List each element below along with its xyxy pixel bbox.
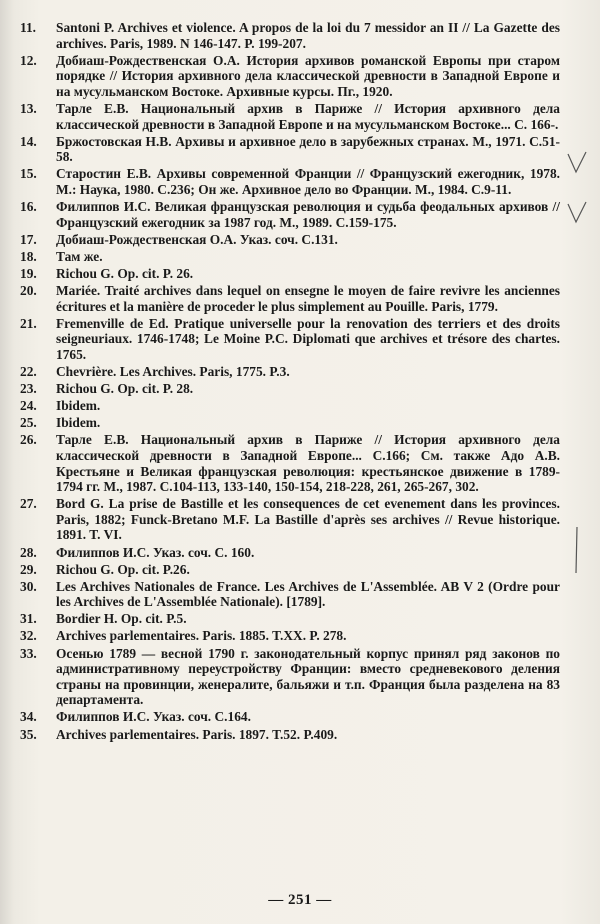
footnote-number: 31. xyxy=(20,611,37,627)
footnote-text: Richou G. Op. cit. P. 28. xyxy=(56,381,194,397)
footnote-number: 35. xyxy=(20,726,37,742)
footnote-text: Там же. xyxy=(56,248,103,264)
footnote-item xyxy=(20,628,560,644)
footnote-number: 23. xyxy=(20,381,37,397)
footnote-number: 18. xyxy=(20,248,37,264)
footnote-number: 29. xyxy=(20,561,37,577)
footnote-number: 33. xyxy=(20,645,37,661)
footnote-number: 15. xyxy=(20,166,37,182)
footnote-number: 14. xyxy=(20,133,37,149)
footnote-number: 24. xyxy=(20,398,37,414)
footnote-text: Филиппов И.С. Указ. соч. С.164. xyxy=(56,709,251,725)
footnote-list xyxy=(20,20,560,744)
footnote-number: 16. xyxy=(20,199,37,215)
footnote-number: 26. xyxy=(20,432,37,448)
footnote-text: Старостин Е.В. Архивы современной Франции // Французский ежегодник, 1978. М.: Наука, 1980. С.236; Он же. Архивное дело во Франции. М., 1984. С.9-11. xyxy=(56,166,560,197)
footnote-item xyxy=(20,266,560,282)
footnote-text: Филиппов И.С. Указ. соч. С. 160. xyxy=(56,544,255,560)
footnote-number: 12. xyxy=(20,52,37,68)
footnote-text: Bord G. La prise de Bastille et les consequences de cet evenement dans les provinces. Paris, 1882; Funck-Bretano M.F. La Bastille d'après ses archives // Revue historique. 1891. T. VI. xyxy=(56,496,560,543)
footnote-item xyxy=(20,283,560,314)
footnote-number: 19. xyxy=(20,265,37,281)
footnote-text: Осенью 1789 — весной 1790 г. законодательный корпус принял ряд законов по административному переустройству Франции: вместо средневекового деления страны на провинции, женералите, бальяжи и т.п. Франция была разделена на 83 департамента. xyxy=(56,645,560,708)
footnote-text: Richou G. Op. cit. P. 26. xyxy=(56,265,194,281)
footnote-item xyxy=(20,166,560,197)
footnote-item xyxy=(20,232,560,248)
footnote-item xyxy=(20,646,560,708)
footnote-number: 22. xyxy=(20,363,37,379)
footnote-item xyxy=(20,579,560,610)
footnote-text: Bordier H. Op. cit. P.5. xyxy=(56,611,187,627)
footnote-text: Mariée. Traité archives dans lequel on ensegne le moyen de faire revivre les anciennes écritures et la manière de proceder le plus simplement au Pouille. Paris, 1779. xyxy=(56,283,560,314)
footnote-text: Бржостовская Н.В. Архивы и архивное дело в зарубежных странах. М., 1971. С.51-58. xyxy=(56,133,560,165)
pencil-check-mark xyxy=(566,150,588,176)
footnote-text: Fremenville de Ed. Pratique universelle pour la renovation des terriers et des droits seigneuriaux. 1746-1748; Le Moine P.C. Diplomati que archives et trésore des chartes. 1765. xyxy=(56,315,560,362)
footnote-number: 20. xyxy=(20,283,37,298)
footnote-number: 25. xyxy=(20,415,37,431)
footnote-item xyxy=(20,316,560,363)
footnote-number: 13. xyxy=(20,100,37,116)
footnote-number: 17. xyxy=(20,231,37,247)
footnote-item xyxy=(20,134,560,165)
footnote-text: Добиаш-Рождественская О.А. Указ. соч. С.131. xyxy=(56,231,338,247)
footnote-item xyxy=(20,53,560,100)
footnote-text: Ibidem. xyxy=(56,398,101,414)
footnote-text: Archives parlementaires. Paris. 1885. T.XX. P. 278. xyxy=(56,628,347,644)
footnote-item xyxy=(20,101,560,132)
footnote-text: Richou G. Op. cit. P.26. xyxy=(56,561,190,577)
footnote-text: Филиппов И.С. Великая французская революция и судьба феодальных архивов // Французский ежегодник за 1987 год. М., 1989. С.159-175. xyxy=(56,199,560,230)
footnote-number: 34. xyxy=(20,709,37,725)
page-number: — 251 — xyxy=(268,892,332,908)
footnote-item xyxy=(20,249,560,265)
footnote-text: Santoni P. Archives et violence. A propos de la loi du 7 messidor an II // La Gazette des archives. Paris, 1989. N 146-147. P. 199-207. xyxy=(56,20,560,51)
footnote-text: Добиаш-Рождественская О.А. История архивов романской Европы при старом порядке // История архивного дела классической древности в Западной Европе и на мусульманском Востоке. Архивные курсы. Пг., 1920. xyxy=(56,52,560,99)
footnote-item xyxy=(20,415,560,431)
footnote-number: 30. xyxy=(20,578,37,594)
footnote-number: 32. xyxy=(20,628,37,644)
footnote-item xyxy=(20,364,560,380)
footnote-item xyxy=(20,432,560,494)
footnote-item xyxy=(20,727,560,743)
pencil-margin-line xyxy=(572,525,582,575)
footnote-item xyxy=(20,20,560,51)
footnote-item xyxy=(20,199,560,230)
pencil-check-mark xyxy=(566,200,588,226)
footnote-item xyxy=(20,398,560,414)
footnote-item xyxy=(20,709,560,725)
footnote-item xyxy=(20,381,560,397)
footnote-item xyxy=(20,611,560,627)
footnote-text: Archives parlementaires. Paris. 1897. T.52. P.409. xyxy=(56,726,338,742)
footnote-item xyxy=(20,545,560,561)
footnote-number: 21. xyxy=(20,315,37,331)
footnote-item xyxy=(20,562,560,578)
footnote-number: 28. xyxy=(20,544,37,560)
footnote-text: Тарле Е.В. Национальный архив в Париже // История архивного дела классической древности в Западной Европе... С.166; См. также Адо А.В. Крестьяне и Великая французская революция: крестьянское движение в 1789-1794 гг. М., 1987. С.104-113, 133-140, 150-154, 218-228, 261, 265-267, 302. xyxy=(56,432,560,495)
footnote-number: 11. xyxy=(20,20,36,35)
footnote-text: Ibidem. xyxy=(56,415,101,431)
footnote-text: Тарле Е.В. Национальный архив в Париже // История архивного дела классической древности в Западной Европе и на мусульманском Востоке... С. 166-. xyxy=(56,100,560,132)
footnote-text: Les Archives Nationales de France. Les Archives de L'Assemblée. AB V 2 (Ordre pour les Archives de L'Assemblée Nationale). [1789]. xyxy=(56,578,560,610)
footnote-item xyxy=(20,496,560,543)
footnote-text: Chevrière. Les Archives. Paris, 1775. P.3. xyxy=(56,363,290,379)
footnote-number: 27. xyxy=(20,496,37,512)
